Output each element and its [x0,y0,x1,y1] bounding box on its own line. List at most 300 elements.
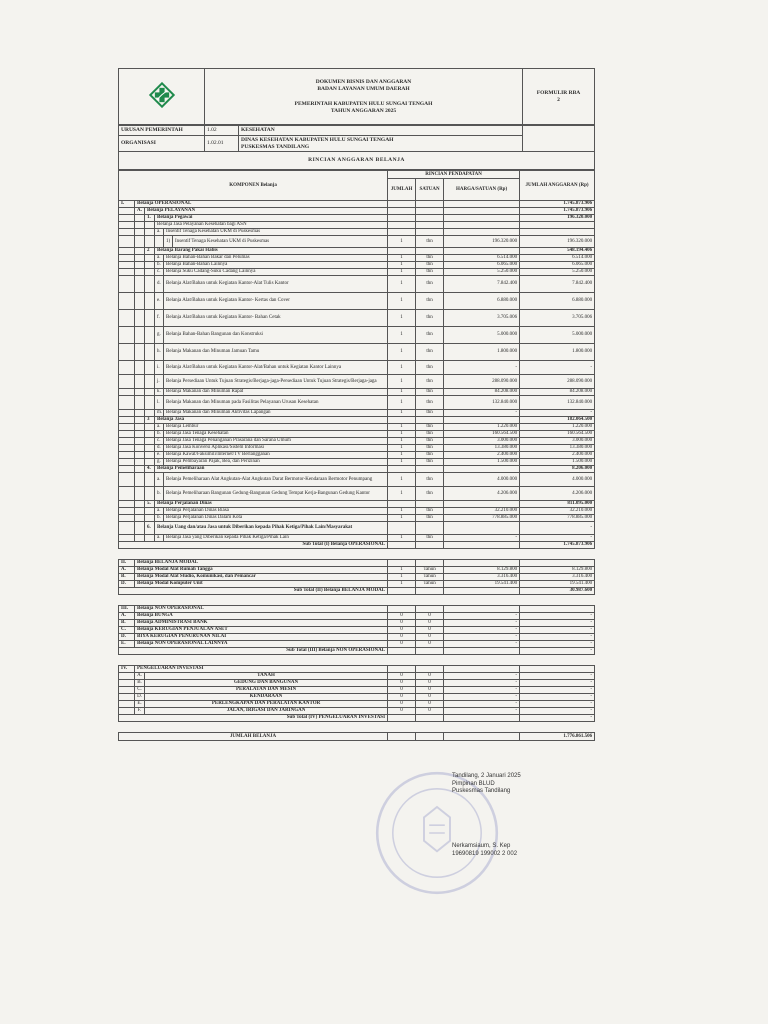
cell-e: h. [155,344,164,361]
cell-d: Belanja KERUGIAN PENJUALAN ASET [135,627,388,634]
cell-d: Belanja Jasa yang Diberikan kepada Pihak Ketiga/Pihak Lain [164,535,388,542]
cell-empty [388,733,416,741]
cell-s: thn [416,293,444,310]
cell-empty [119,310,135,327]
cell-empty [145,424,155,431]
cell-q: 0 [388,613,416,620]
cell-p: - [444,641,520,648]
table-row [119,508,595,515]
cell-s: thn [416,459,444,466]
cell-q: 1 [388,473,416,487]
cell-empty [135,276,145,293]
cell-p: - [444,673,520,680]
cell-q: 1 [388,293,416,310]
table-row [119,276,595,293]
col-komponen: KOMPONEN Belanja [119,171,388,201]
cell-q: 1 [388,459,416,466]
cell-empty [388,542,416,549]
cell-empty [388,208,416,215]
cell-empty [119,694,135,701]
cell-empty [416,248,444,255]
col-jumlah: JUMLAH [388,179,416,201]
cell-empty [388,215,416,222]
form-label-cell [523,69,595,125]
cell-empty [135,396,145,410]
col-satuan: SATUAN [416,179,444,201]
cell-empty [145,655,155,666]
cell-empty [119,361,135,375]
cell-p: 7.842.400 [444,276,520,293]
cell-d: Belanja Jasa Tenaga Penanganan Prasarana dan Sarana Umum [164,438,388,445]
cell-q: 1 [388,310,416,327]
cell-s: Tahun [416,581,444,588]
cell-s: 0 [416,627,444,634]
table-row [119,269,595,276]
cell-empty [444,248,520,255]
cell-p: 13.380.000 [444,445,520,452]
urusan-name: KESEHATAN [239,126,523,136]
cell-e: b. [155,262,164,269]
cell-empty [145,276,155,293]
cell-empty [388,522,416,535]
cell-empty [135,655,145,666]
cell-d: Belanja Alat/Bahan untuk Kegiatan Kantor- Bahan Cetak [164,310,388,327]
cell-empty [520,549,595,560]
cell-s: thn [416,389,444,396]
cell-empty [444,560,520,567]
cell-empty [416,595,444,606]
cell-empty [388,248,416,255]
cell-empty [145,361,155,375]
cell-t: - [520,535,595,542]
cell-e: a. [155,255,164,262]
cell-t: - [520,694,595,701]
cell-empty [145,445,155,452]
cell-p: - [444,634,520,641]
table-row [119,344,595,361]
cell-t: 6.514.000 [520,255,595,262]
cell-empty [135,255,145,262]
cell-empty [444,722,520,733]
cell-t: - [520,715,595,722]
cell-empty [444,733,520,741]
cell-empty [145,431,155,438]
cell-d: PERALATAN DAN MESIN [145,687,388,694]
cell-empty [119,344,135,361]
cell-empty [119,487,135,501]
cell-empty [119,276,135,293]
cell-empty [416,501,444,508]
cell-empty [164,595,173,606]
table-row [119,293,595,310]
cell-empty [164,722,173,733]
cell-t: 84.208.000 [520,389,595,396]
cell-t: 182.064.500 [520,417,595,424]
cell-e: k. [155,389,164,396]
cell-empty [416,222,444,229]
cell-d: Sub Total (II) Belanja BELANJA MODAL [119,588,388,595]
cell-e: e. [155,293,164,310]
cell-q: 1 [388,515,416,522]
cell-empty [416,560,444,567]
cell-empty [119,459,135,466]
cell-empty [444,522,520,535]
cell-q: 1 [388,410,416,417]
cell-empty [444,222,520,229]
cell-empty [444,201,520,208]
cell-p: 160.564.500 [444,431,520,438]
cell-empty [135,459,145,466]
cell-q: 1 [388,581,416,588]
cell-d: Belanja PELAYANAN [145,208,388,215]
cell-empty [416,648,444,655]
cell-empty [119,255,135,262]
cell-t: 4.206.000 [520,487,595,501]
cell-f: 1) [164,236,173,248]
table-row [119,396,595,410]
table-row [119,361,595,375]
cell-p: 288.090.000 [444,375,520,389]
cell-t: 5.250.000 [520,269,595,276]
cell-empty [145,508,155,515]
cell-p: - [444,620,520,627]
cell-q: 0 [388,687,416,694]
cell-s: thn [416,445,444,452]
cell-s: thn [416,327,444,344]
cell-p: 196.320.000 [444,236,520,248]
cell-empty [119,293,135,310]
table-row [119,501,595,508]
cell-t: 6.880.000 [520,293,595,310]
cell-empty [119,501,135,508]
cell-t: 3.705.006 [520,310,595,327]
cell-empty [444,417,520,424]
doc-title-1: DOKUMEN BISNIS DAN ANGGARAN [315,78,412,85]
cell-empty [135,445,145,452]
cell-empty [388,417,416,424]
cell-d: Belanja Alat/Bahan untuk Kegiatan Kantor- Kertas dan Cover [164,293,388,310]
cell-e: b. [155,487,164,501]
table-row [119,310,595,327]
cell-q: 1 [388,276,416,293]
cell-t: - [520,620,595,627]
cell-p: 5.250.000 [444,269,520,276]
cell-d: Belanja Perjalanan Dinas Biasa [164,508,388,515]
cell-d: Belanja Jasa [155,417,388,424]
cell-empty [135,595,145,606]
cell-empty [145,255,155,262]
cell-empty [135,508,145,515]
cell-s: 0 [416,673,444,680]
cell-a: C. [119,627,135,634]
cell-d: JUMLAH BELANJA [119,733,388,741]
cell-p: - [444,701,520,708]
cell-empty [119,410,135,417]
table-row [119,613,595,620]
cell-empty [416,715,444,722]
cell-empty [155,549,164,560]
cell-empty [119,673,135,680]
cell-empty [416,549,444,560]
cell-empty [119,722,135,733]
cell-empty [416,522,444,535]
table-row [119,255,595,262]
table-row [119,215,595,222]
cell-e: f. [155,310,164,327]
cell-empty [119,595,135,606]
signer-block [452,843,517,858]
table-row [119,248,595,255]
cell-empty [416,208,444,215]
cell-t: 30.987.600 [520,588,595,595]
logo-cell [119,69,205,125]
health-cross-logo-icon [149,82,175,108]
section-title: RINCIAN ANGGARAN BELANJA [119,152,595,170]
cell-a: B. [119,620,135,627]
cell-t: 2.400.000 [520,452,595,459]
cell-d: Belanja NON OPERASIONAL [135,606,388,613]
sign-place-date: Tandilang, 2 Januari 2025 [452,773,521,779]
cell-t: 778.885.000 [520,515,595,522]
cell-t [520,560,595,567]
cell-e: l. [155,396,164,410]
cell-d: Belanja Alat/Bahan untuk Kegiatan Kantor-Alat Tulis Kantor [164,276,388,293]
signer-nip: 19690819 199002 2 002 [452,850,518,857]
cell-s: thn [416,452,444,459]
cell-empty [416,201,444,208]
doc-title-cell [205,69,523,125]
table-row [119,715,595,722]
cell-p: 5.000.000 [444,327,520,344]
table-row [119,410,595,417]
cell-p: - [444,613,520,620]
cell-empty [388,666,416,673]
cell-s: thn [416,269,444,276]
table-row [119,417,595,424]
cell-t: 1.220.000 [520,424,595,431]
cell-empty [145,327,155,344]
cell-empty [520,222,595,229]
org-name-2: PUSKESMAS TANDILANG [241,143,310,150]
gov-title-1: PEMERINTAH KABUPATEN HULU SUNGAI TENGAH [294,100,433,107]
cell-s: thn [416,535,444,542]
cell-t: 1.745.873.906 [520,201,595,208]
cell-empty [164,549,173,560]
cell-d: KENDARAAN [145,694,388,701]
cell-empty [119,473,135,487]
cell-empty [520,722,595,733]
cell-q: 0 [388,634,416,641]
header-table [118,68,595,125]
cell-p: 1.800.000 [444,344,520,361]
cell-d: Belanja Uang dan/atau Jasa untuk Diberikan kepada Pihak Ketiga/Pihak Lain/Masyarakat [155,522,388,535]
cell-empty [388,715,416,722]
cell-empty [444,542,520,549]
table-row [119,459,595,466]
table-row [119,487,595,501]
cell-d: Belanja Alat/Bahan untuk Kegiatan Kantor-Alat/Bahan untuk Kegiatan Kantor Lainnya [164,361,388,375]
cell-empty [135,515,145,522]
cell-d: TANAH [145,673,388,680]
cell-s: 0 [416,701,444,708]
cell-empty [388,201,416,208]
cell-empty [145,595,155,606]
cell-d: PERLENGKAPAN DAN PERALATAN KANTOR [145,701,388,708]
cell-empty [444,549,520,560]
cell-p: 32.210.000 [444,508,520,515]
cell-d: Sub Total (I) Belanja OPERASIONAL [119,542,388,549]
cell-p: - [444,361,520,375]
cell-empty [135,293,145,310]
cell-d: Belanja Jasa Konversi Aplikasi/Sistem Informasi [164,445,388,452]
cell-s: thn [416,424,444,431]
cell-p: 6.065.000 [444,262,520,269]
cell-t: 196.320.000 [520,236,595,248]
cell-empty [135,417,145,424]
col-total: JUMLAH ANGGARAN (Rp) [520,171,595,201]
cell-e: a. [155,535,164,542]
table-row [119,680,595,687]
cell-s: 0 [416,634,444,641]
cell-s: 0 [416,680,444,687]
cell-e: j. [155,375,164,389]
cell-d: Belanja Perjalanan Dinas [155,501,388,508]
cell-empty [119,248,135,255]
cell-empty [135,722,145,733]
cell-d: Belanja Pemeliharaan Bangunan Gedung-Bangunan Gedung Tempat Kerja-Bangunan Gedung Kantor [164,487,388,501]
cell-e: b. [155,431,164,438]
cell-t: 160.564.500 [520,431,595,438]
cell-e: i. [155,361,164,375]
cell-a: A. [119,567,135,574]
table-row [119,581,595,588]
cell-t: - [520,687,595,694]
signer-name: Nerkamsiaum, S. Kep [452,843,511,849]
cell-d: Belanja BUNGA [135,613,388,620]
cell-empty [416,666,444,673]
table-row [119,522,595,535]
cell-q: 1 [388,445,416,452]
cell-q: 1 [388,375,416,389]
cell-d: Belanja Bahan-Bahan Bakar dan Pelumas [164,255,388,262]
cell-empty [388,648,416,655]
cell-empty [416,722,444,733]
cell-empty [444,655,520,666]
cell-c: 5. [145,501,155,508]
cell-empty [135,327,145,344]
cell-s: 0 [416,641,444,648]
cell-d: Belanja Suku Cadang-Suku Cadang Lainnya [164,269,388,276]
cell-d: Belanja Kawat/Faksimili/Internet/TV Berlangganan [164,452,388,459]
table-row [119,473,595,487]
cell-empty [119,222,135,229]
cell-empty [135,424,145,431]
cell-empty [135,410,145,417]
cell-s: 0 [416,687,444,694]
cell-empty [119,215,135,222]
cell-d: Sub Total (III) Belanja NON OPERASIONAL [119,648,388,655]
cell-p: 2.400.000 [444,452,520,459]
sign-role-2: Puskesmas Tandilang [452,788,511,794]
cell-c: 4. [145,466,155,473]
cell-q: 1 [388,487,416,501]
cell-empty [388,222,416,229]
cell-empty [135,438,145,445]
cell-q: 1 [388,574,416,581]
cell-s: thn [416,410,444,417]
cell-empty [145,722,155,733]
cell-empty [145,236,155,248]
table-row [119,431,595,438]
cell-empty [444,595,520,606]
cell-empty [145,459,155,466]
cell-empty [135,501,145,508]
cell-empty [145,389,155,396]
cell-empty [388,229,416,236]
table-row [119,733,595,741]
cell-d: Belanja Jasa Tenaga Kesehatan [164,431,388,438]
table-row [119,560,595,567]
cell-empty [444,648,520,655]
cell-s: thn [416,515,444,522]
cell-empty [145,452,155,459]
cell-q: 1 [388,438,416,445]
cell-a: II. [119,560,135,567]
cell-d: Belanja Makanan dan Minuman Rapat [164,389,388,396]
cell-s: thn [416,276,444,293]
cell-t: - [520,634,595,641]
table-row [119,229,595,236]
cell-empty [388,560,416,567]
cell-d: Belanja OPERASIONAL [135,201,388,208]
cell-empty [145,262,155,269]
cell-empty [388,655,416,666]
cell-q: 1 [388,396,416,410]
cell-p: - [444,627,520,634]
cell-s: thn [416,344,444,361]
cell-p: 132.840.000 [444,396,520,410]
cell-q: 1 [388,535,416,542]
table-row [119,208,595,215]
cell-empty [135,522,145,535]
cell-t: 19.541.400 [520,581,595,588]
budget-table [118,170,595,741]
cell-q: 1 [388,327,416,344]
cell-a: D. [119,581,135,588]
cell-e: a. [155,508,164,515]
cell-b: A. [135,673,145,680]
cell-empty [444,606,520,613]
cell-q: 1 [388,262,416,269]
cell-q: 1 [388,424,416,431]
cell-s: thn [416,310,444,327]
cell-e: c. [155,438,164,445]
cell-d: Insentif Tenaga Kesehatan UKM di Puskesmas [164,229,388,236]
cell-empty [135,431,145,438]
cell-d: Belanja Barang Pakai Habis [155,248,388,255]
cell-empty [135,389,145,396]
col-harga: HARGA/SATUAN (Rp) [444,179,520,201]
cell-t: 5.000.000 [520,327,595,344]
cell-q: 0 [388,673,416,680]
cell-empty [119,515,135,522]
table-row [119,701,595,708]
cell-empty [444,588,520,595]
cell-empty [145,229,155,236]
cell-t: - [520,361,595,375]
cell-d: Belanja Jasa Pelayanan Kesehatan bagi ASN [155,222,388,229]
cell-c: 1. [145,215,155,222]
